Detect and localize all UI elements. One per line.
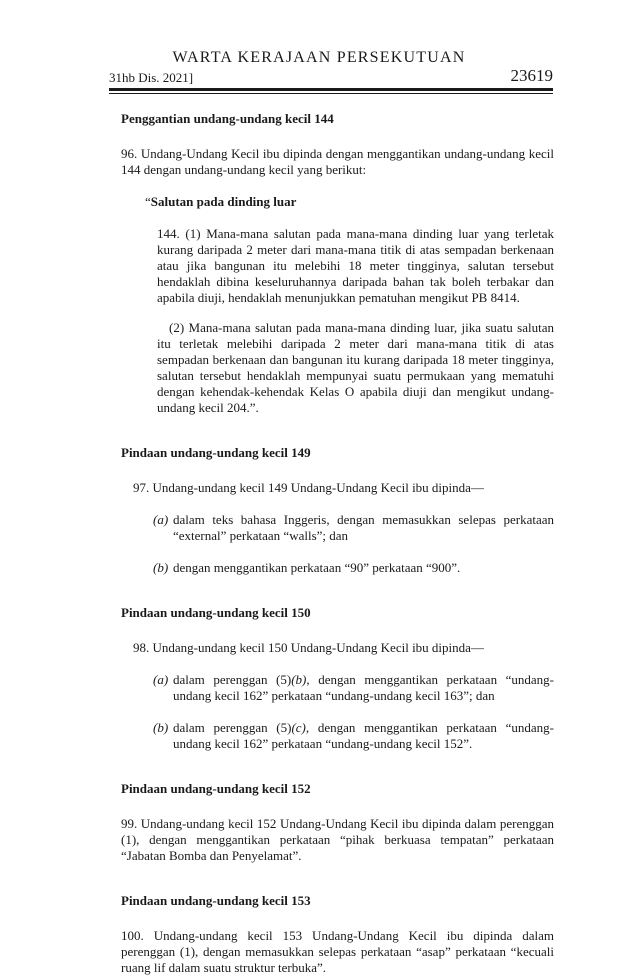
item-text-part: , dengan menggantikan perkataan “undang-undang kecil 162” perkataan “undang-undang kecil 152”. xyxy=(173,720,554,751)
section-heading-149: Pindaan undang-undang kecil 149 xyxy=(121,445,311,460)
item-text-italic: (c) xyxy=(291,720,306,735)
list-item xyxy=(121,672,554,704)
paragraph-97: 97. Undang-undang kecil 149 Undang-Undang Kecil ibu dipinda— xyxy=(133,480,484,495)
gazette-title: WARTA KERAJAAN PERSEKUTUAN xyxy=(172,49,466,66)
bylaw-144-subsection-1: 144. (1) Mana-mana salutan pada mana-mana dinding luar yang terletak kurang daripada 2 meter dari mana-mana titik di atas sempadan berkenaan atau jika bangunan itu melebihi 18 meter tingginya, salutan tersebut hendaklah dibina keseluruhannya daripada bahan tak boleh terbakar dan apabila diuji, hendaklah menunjukkan pematuhan mengikut PB 8414. xyxy=(157,226,554,305)
paragraph-100: 100. Undang-undang kecil 153 Undang-Undang Kecil ibu dipinda dalam perenggan (1), dengan memasukkan selepas perkataan “asap” perkataan “kecuali ruang lif dalam suatu struktur terbuka”. xyxy=(121,928,554,975)
paragraph-99: 99. Undang-undang kecil 152 Undang-Undang Kecil ibu dipinda dalam perenggan (1), dengan menggantikan perkataan “pihak berkuasa tempatan” perkataan “Jabatan Bomba dan Penyelamat”. xyxy=(121,816,554,863)
item-text-italic: (b) xyxy=(291,672,307,687)
header-rule-thin xyxy=(109,93,553,94)
quoted-heading-text: Salutan pada dinding luar xyxy=(150,194,297,209)
section-heading-144: Penggantian undang-undang kecil 144 xyxy=(121,111,334,126)
item-text-part: dalam perenggan (5) xyxy=(173,720,292,735)
header-rule-thick xyxy=(109,88,553,91)
item-text: dengan menggantikan perkataan “90” perkataan “900”. xyxy=(173,560,461,575)
paragraph-96: 96. Undang-Undang Kecil ibu dipinda dengan menggantikan undang-undang kecil 144 dengan undang-undang kecil yang berikut: xyxy=(121,146,554,177)
section-heading-150: Pindaan undang-undang kecil 150 xyxy=(121,605,311,620)
document-body xyxy=(121,111,554,976)
list-item xyxy=(121,512,554,544)
item-text xyxy=(173,672,554,704)
quoted-bylaw-144 xyxy=(121,226,554,416)
section-heading-153: Pindaan undang-undang kecil 153 xyxy=(121,893,311,908)
item-label: (a) xyxy=(153,672,169,687)
list-item xyxy=(121,560,554,576)
item-label: (b) xyxy=(153,720,169,735)
item-label: (b) xyxy=(153,560,169,575)
quoted-heading xyxy=(121,194,554,210)
bylaw-144-subsection-2: (2) Mana-mana salutan pada mana-mana dinding luar, jika suatu salutan itu terletak melebihi daripada 2 meter dari mana-mana titik di atas sempadan berkenaan dan bangunan itu kurang daripada 18 meter tingginya, salutan tersebut hendaklah mempunyai suatu permukaan yang mematuhi dengan kehendak-kehendak Kelas O apabila diuji dan mengikut undang-undang kecil 204.”. xyxy=(157,320,554,415)
list-item xyxy=(121,720,554,752)
section-heading-152: Pindaan undang-undang kecil 152 xyxy=(121,781,311,796)
open-quote: “ xyxy=(145,194,151,209)
issue-date: 31hb Dis. 2021] xyxy=(109,70,194,85)
item-text-part: , dengan menggantikan perkataan “undang-undang kecil 162” perkataan “undang-undang kecil 163”; dan xyxy=(173,672,555,703)
item-text-part: dalam perenggan (5) xyxy=(173,672,292,687)
item-label: (a) xyxy=(153,512,169,527)
item-text: dalam teks bahasa Inggeris, dengan memasukkan selepas perkataan “external” perkataan “walls”; dan xyxy=(173,512,554,543)
page-number: 23619 xyxy=(510,66,553,85)
paragraph-98: 98. Undang-undang kecil 150 Undang-Undang Kecil ibu dipinda— xyxy=(133,640,484,655)
item-text xyxy=(173,720,554,752)
